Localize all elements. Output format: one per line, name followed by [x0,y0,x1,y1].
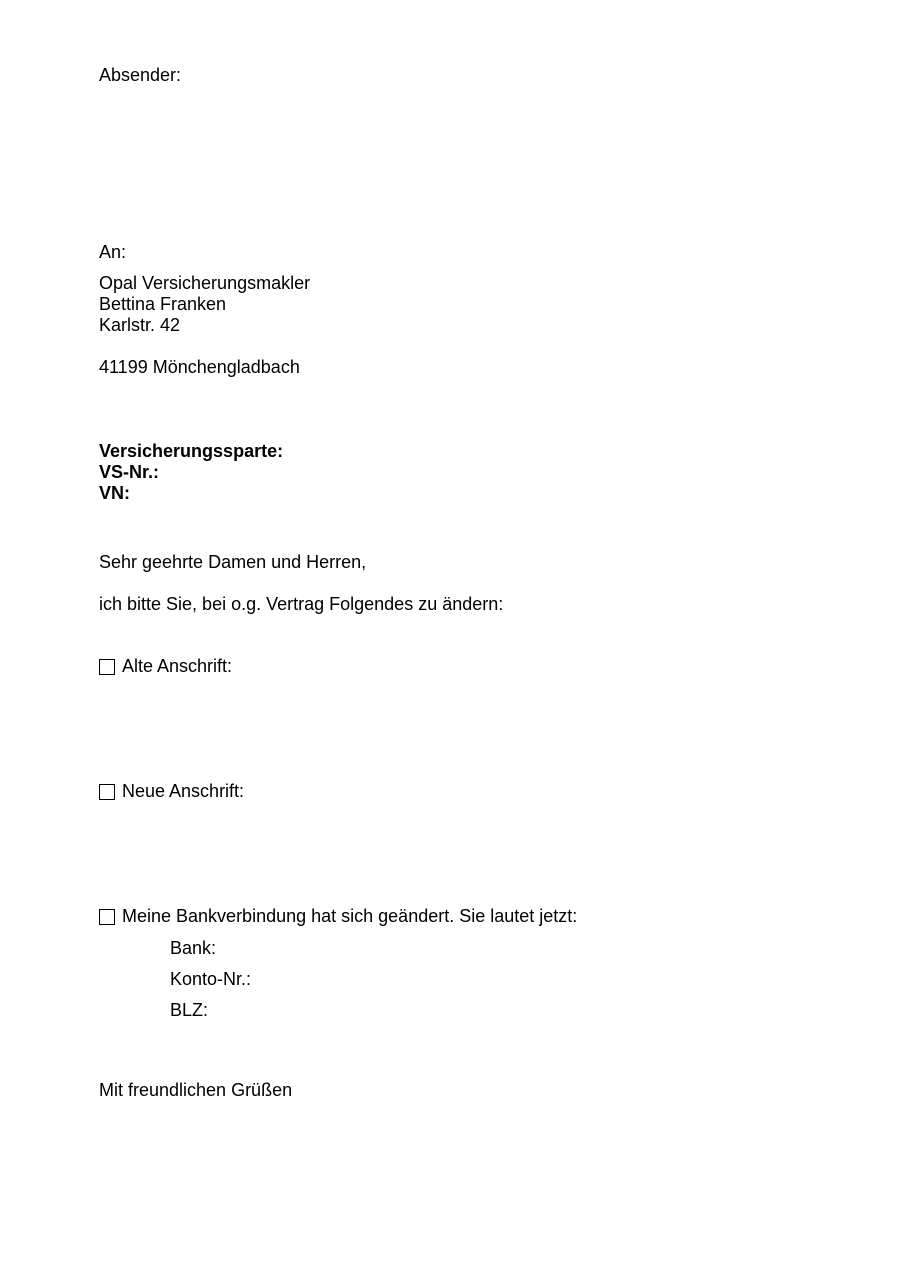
recipient-city: 41199 Mönchengladbach [99,357,300,377]
recipient-street: Karlstr. 42 [99,315,181,335]
new-address-label: Neue Anschrift: [122,781,245,801]
bank-change-label: Meine Bankverbindung hat sich geändert. Sie lautet jetzt: [122,906,578,926]
recipient-label: An: [99,242,127,262]
bank-label: Bank: [170,938,217,958]
closing-text: Mit freundlichen Grüßen [99,1080,293,1100]
policy-number-label: VS-Nr.: [99,462,160,482]
insurance-line-label: Versicherungssparte: [99,441,284,461]
old-address-label: Alte Anschrift: [122,656,233,676]
bank-change-option [99,906,577,927]
policyholder-label: VN: [99,483,130,503]
old-address-checkbox[interactable] [99,659,115,675]
recipient-name: Bettina Franken [99,294,227,314]
old-address-option [99,656,232,677]
account-number-label: Konto-Nr.: [170,969,252,989]
salutation: Sehr geehrte Damen und Herren, [99,552,367,572]
bank-code-label: BLZ: [170,1000,209,1020]
recipient-company: Opal Versicherungsmakler [99,273,311,293]
new-address-option [99,781,244,802]
sender-label: Absender: [99,65,182,85]
bank-change-checkbox[interactable] [99,909,115,925]
intro-text: ich bitte Sie, bei o.g. Vertrag Folgendes zu ändern: [99,594,504,614]
new-address-checkbox[interactable] [99,784,115,800]
